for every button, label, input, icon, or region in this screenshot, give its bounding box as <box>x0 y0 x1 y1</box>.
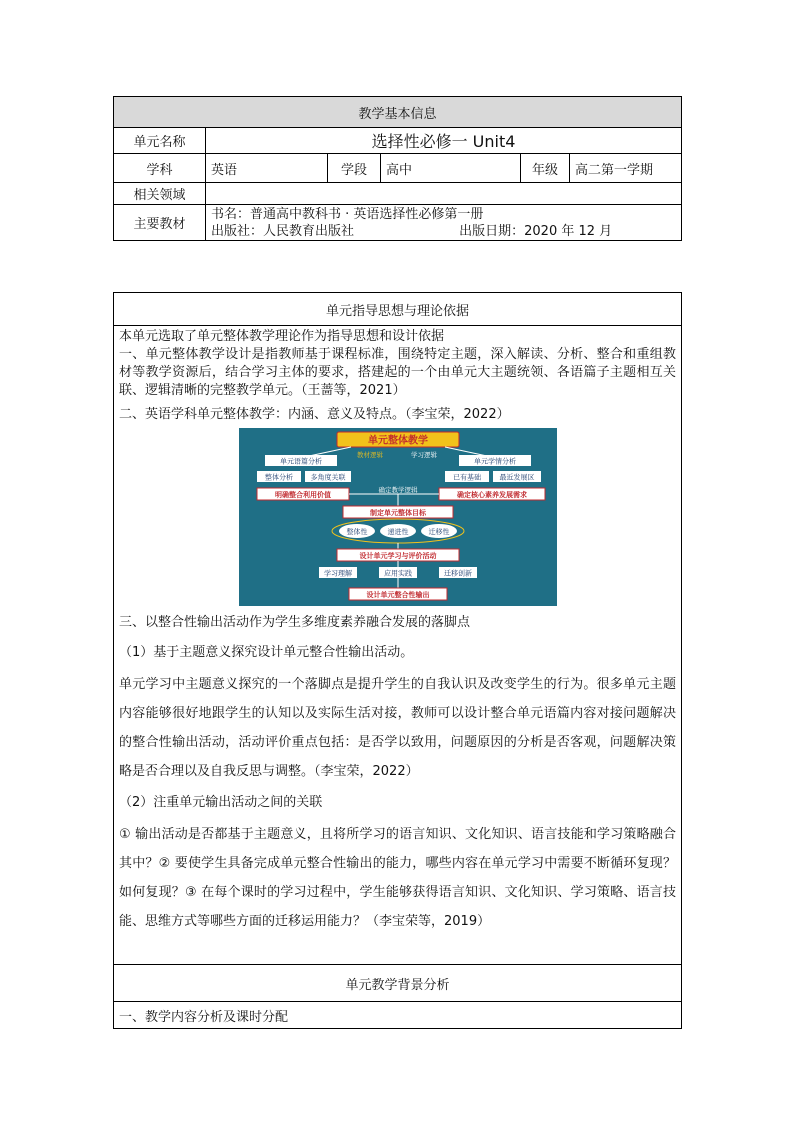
diagram-title: 单元整体教学 <box>367 435 428 447</box>
diagram-node-progression: 递进性 <box>387 528 408 536</box>
unit-teaching-diagram <box>239 428 557 606</box>
guide-table <box>113 292 682 1029</box>
guide-point-2: 二、英语学科单元整体教学：内涵、意义及特点。（李宝荣，2022） <box>119 407 510 422</box>
diagram-node-transfer-innovation: 迁移创新 <box>443 569 472 578</box>
diagram-node-integrated-output: 设计单元整合性输出 <box>366 591 429 599</box>
diagram-node-learner-analysis: 单元学情分析 <box>473 457 516 466</box>
field-label: 相关领域 <box>114 183 206 205</box>
diagram-label-learning-logic: 学习逻辑 <box>410 451 437 459</box>
stage-label: 学段 <box>328 154 381 183</box>
background-item-1: 一、教学内容分析及课时分配 <box>114 1002 682 1029</box>
diagram-node-unit-goal: 制定单元整体目标 <box>369 509 426 517</box>
diagram-node-transfer: 迁移性 <box>428 528 449 536</box>
grade-label: 年级 <box>521 154 570 183</box>
material-label: 主要教材 <box>114 205 206 241</box>
subject-value: 英语 <box>206 154 328 183</box>
unit-name-value: 选择性必修一 Unit4 <box>206 128 682 154</box>
guide-content <box>114 326 682 965</box>
guide-point-3-2-body: ① 输出活动是否都基于主题意义，且将所学习的语言知识、文化知识、语言技能和学习策略融合其中？② 要使学生具备完成单元整合性输出的能力，哪些内容在单元学习中需要不断循环复现？如何复现？③ 在每个课时的学习过程中，学生能够获得语言知识、文化知识、学习策略、语言技能、思维方式等哪些方面的迁移运用能力？（李宝荣等，2019） <box>119 827 676 929</box>
diagram-node-learning-understanding: 学习理解 <box>323 569 352 578</box>
material-publisher: 出版社：人民教育出版社 <box>211 223 355 239</box>
diagram-node-zpd: 最近发展区 <box>499 473 534 482</box>
subject-label: 学科 <box>114 154 206 183</box>
guide-intro: 本单元选取了单元整体教学理论作为指导思想和设计依据 <box>119 329 445 344</box>
guide-point-3-2: （2）注重单元输出活动之间的关联 <box>119 795 323 810</box>
basic-info-header: 教学基本信息 <box>114 97 682 128</box>
guide-header: 单元指导思想与理论依据 <box>114 293 682 326</box>
diagram-label-textbook-logic: 教材逻辑 <box>356 451 383 459</box>
field-value <box>206 183 682 205</box>
material-book-name: 书名：普通高中教科书 · 英语选择性必修第一册 <box>211 206 484 222</box>
diagram-node-learning-activity: 设计单元学习与评价活动 <box>359 552 436 560</box>
diagram-node-existing-basis: 已有基础 <box>452 473 481 482</box>
unit-name-label: 单元名称 <box>114 128 206 154</box>
guide-point-1: 一、单元整体教学设计是指教师基于课程标准，围绕特定主题，深入解读、分析、整合和重组教材等教学资源后，结合学习主体的要求，搭建起的一个由单元大主题统领、各语篇子主题相互关联、逻辑清晰的完整教学单元。（王蔷等，2021） <box>119 347 676 398</box>
background-header: 单元教学背景分析 <box>114 965 682 1002</box>
diagram-node-overall-analysis: 整体分析 <box>264 473 293 482</box>
diagram-node-text-analysis: 单元语篇分析 <box>279 457 322 466</box>
guide-point-3-1: （1）基于主题意义探究设计单元整合性输出活动。 <box>119 645 414 660</box>
stage-value: 高中 <box>381 154 521 183</box>
guide-point-3: 三、以整合性输出活动作为学生多维度素养融合发展的落脚点 <box>119 615 471 630</box>
diagram-node-wholeness: 整体性 <box>346 528 367 536</box>
diagram-svg <box>239 428 557 606</box>
guide-point-3-1-body: 单元学习中主题意义探究的一个落脚点是提升学生的自我认识及改变学生的行为。很多单元主题内容能够很好地跟学生的认知以及实际生活对接，教师可以设计整合单元语篇内容对接问题解决的整合性输出活动，活动评价重点包括：是否学以致用，问题原因的分析是否客观，问题解决策略是否合理以及自我反思与调整。（李宝荣，2022） <box>119 677 676 779</box>
diagram-node-integration-value: 明确整合利用价值 <box>274 491 331 499</box>
material-publish-date: 出版日期：2020 年 12 月 <box>459 223 613 239</box>
diagram-node-multi-angle: 多角度关联 <box>310 473 345 482</box>
basic-info-table <box>113 96 682 241</box>
diagram-node-core-competency: 确定核心素养发展需求 <box>456 491 527 499</box>
diagram-label-teaching-logic: 确定教学逻辑 <box>378 486 417 494</box>
grade-value: 高二第一学期 <box>570 154 682 183</box>
diagram-node-applied-practice: 应用实践 <box>383 569 412 578</box>
